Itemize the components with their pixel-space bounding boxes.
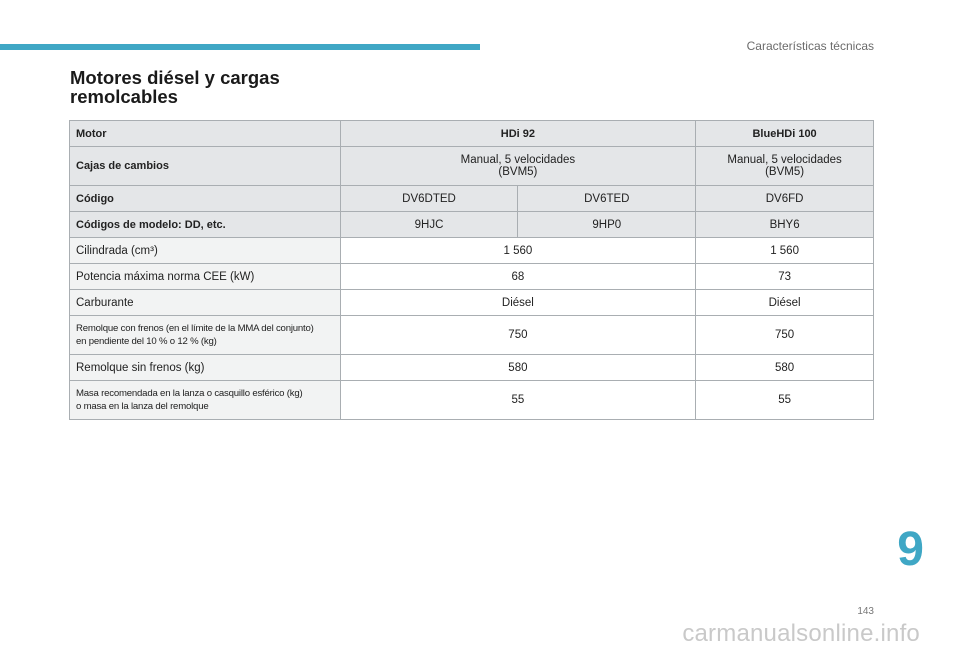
table-row-max-power [70, 264, 874, 290]
row-label: Remolque con frenos (en el límite de la MMA del conjunto) en pendiente del 10 % o 12 % (kg) [70, 316, 341, 355]
cell-value: Manual, 5 velocidades (BVM5) [696, 147, 874, 186]
row-label: Códigos de modelo: DD, etc. [70, 212, 341, 238]
table-row-nose-weight [70, 381, 874, 420]
row-label: Masa recomendada en la lanza o casquillo esférico (kg) o masa en la lanza del remolque [70, 381, 341, 420]
row-label: Motor [70, 121, 341, 147]
engine-spec-table [69, 120, 874, 420]
table-row-braked-trailer [70, 316, 874, 355]
row-label: Código [70, 186, 341, 212]
cell-value: 9HJC [340, 212, 518, 238]
cell-value: 55 [340, 381, 696, 420]
cell-value: BHY6 [696, 212, 874, 238]
cell-value: 1 560 [340, 238, 696, 264]
cell-value: 750 [340, 316, 696, 355]
cell-value: 55 [696, 381, 874, 420]
row-label: Cajas de cambios [70, 147, 341, 186]
header-accent-bar [0, 44, 480, 50]
cell-value: 9HP0 [518, 212, 696, 238]
row-label: Potencia máxima norma CEE (kW) [70, 264, 341, 290]
table-row-gearbox [70, 147, 874, 186]
table-row-displacement [70, 238, 874, 264]
table-row-unbraked-trailer [70, 355, 874, 381]
cell-value: 1 560 [696, 238, 874, 264]
table-row-model-codes [70, 212, 874, 238]
cell-value: Diésel [340, 290, 696, 316]
section-title: Características técnicas [746, 39, 874, 53]
cell-value: 73 [696, 264, 874, 290]
cell-value: HDi 92 [340, 121, 696, 147]
cell-value: DV6TED [518, 186, 696, 212]
watermark: carmanualsonline.info [682, 620, 920, 647]
cell-value: 580 [340, 355, 696, 381]
row-label: Remolque sin frenos (kg) [70, 355, 341, 381]
cell-value: Diésel [696, 290, 874, 316]
cell-value: 68 [340, 264, 696, 290]
page-title: Motores diésel y cargas remolcables [70, 67, 280, 107]
cell-value: 750 [696, 316, 874, 355]
row-label: Cilindrada (cm³) [70, 238, 341, 264]
cell-value: Manual, 5 velocidades (BVM5) [340, 147, 696, 186]
table-row-code [70, 186, 874, 212]
chapter-number: 9 [897, 523, 924, 576]
table-row-fuel [70, 290, 874, 316]
cell-value: DV6DTED [340, 186, 518, 212]
row-label: Carburante [70, 290, 341, 316]
page-number: 143 [857, 606, 874, 617]
cell-value: 580 [696, 355, 874, 381]
cell-value: DV6FD [696, 186, 874, 212]
table-row-motor [70, 121, 874, 147]
cell-value: BlueHDi 100 [696, 121, 874, 147]
